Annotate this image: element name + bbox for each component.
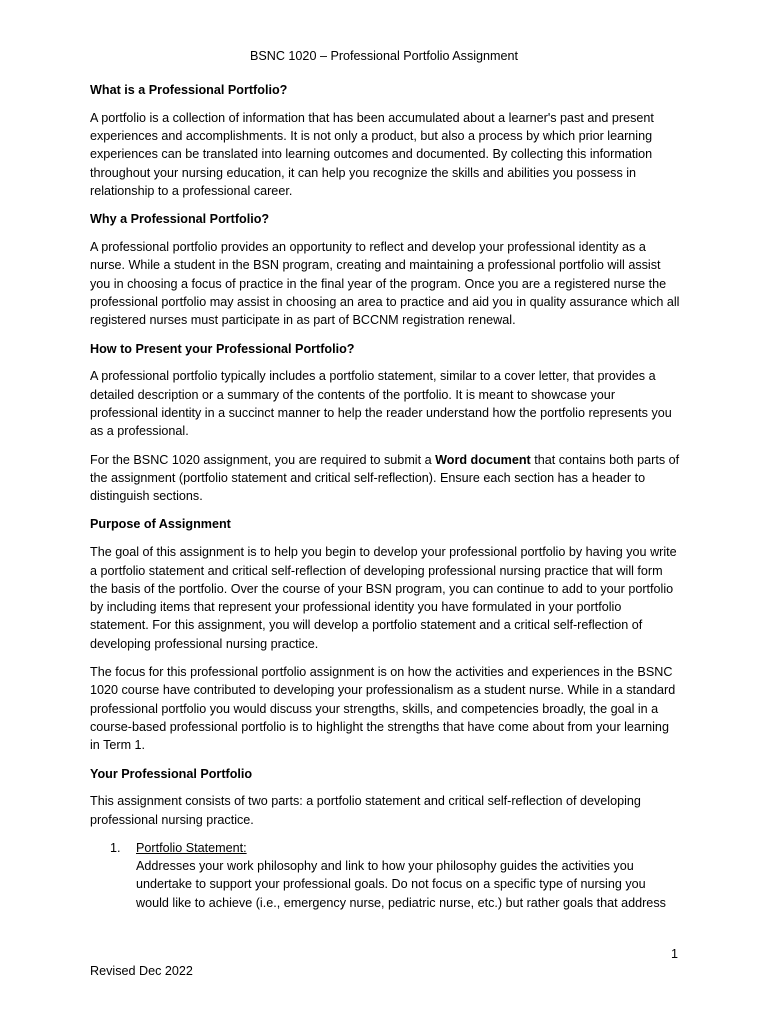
paragraph-how-to-present-1: A professional portfolio typically includes a portfolio statement, similar to a cover letter, that provides a detailed description or a summary of the contents of the portfolio. It is meant to showcase your professional identity in a succinct manner to help the reader understand how the portfolio represents you as a professional. <box>90 369 672 439</box>
paragraph-purpose-2: The focus for this professional portfolio assignment is on how the activities and experiences in the BSNC 1020 course have contributed to developing your professionalism as a student nurse. While in a standard professional portfolio you would discuss your strengths, skills, and competencies broadly, the goal in a course-based professional portfolio is to highlight the strengths that have come about from your learning in Term 1. <box>90 665 676 753</box>
paragraph-what-is-portfolio: A portfolio is a collection of information that has been accumulated about a learner's past and present experiences and accomplishments. It is not only a product, but also a process by which prior learning experiences can be translated into learning outcomes and documented. By collecting this information throughout your nursing education, it can help you recognize the skills and abilities you possess in relationship to a professional career. <box>90 110 654 198</box>
paragraph-purpose-1: The goal of this assignment is to help you begin to develop your professional portfolio by having you write a portfolio statement and critical self-reflection of developing professional nursing practice that will form the basis of the portfolio. Over the course of your BSN program, you can continue to add to your portfolio by including items that represent your professional identity you have formulated in your portfolio statement. For this assignment, you will develop a portfolio statement and a critical self-reflection of developing professional nursing practice. <box>90 545 677 651</box>
list-item <box>90 839 682 912</box>
paragraph-how-to-present-2 <box>90 451 682 506</box>
page-number: 1 <box>670 947 678 961</box>
heading-purpose: Purpose of Assignment <box>90 517 231 532</box>
paragraph-how-to-present-2-start: For the BSNC 1020 assignment, you are required to submit a <box>90 452 436 467</box>
paragraph-your-portfolio: This assignment consists of two parts: a portfolio statement and critical self-reflection of developing professional nursing practice. <box>90 794 641 827</box>
paragraph-why-portfolio: A professional portfolio provides an opportunity to reflect and develop your professional identity as a nurse. While a student in the BSN program, creating and maintaining a professional portfolio will assist you in choosing a focus of practice in the final year of the program. Once you are a registered nurse the professional portfolio may assist in choosing an area to practice and aid you in quality assurance which all registered nurses must participate in as part of BCCNM registration renewal. <box>90 240 680 328</box>
paragraph-how-to-present-2-end: that contains both parts of the assignment (portfolio statement and critical self-reflection). Ensure each section has a header to distinguish sections. <box>90 452 680 504</box>
footer-revision: Revised Dec 2022 <box>90 964 193 978</box>
list-item-title: Portfolio Statement: <box>136 840 247 855</box>
assignment-parts-list <box>90 839 682 912</box>
heading-how-to-present: How to Present your Professional Portfolio? <box>90 341 355 356</box>
document-title: BSNC 1020 – Professional Portfolio Assignment <box>249 49 519 63</box>
list-item-number: 1. <box>110 840 121 855</box>
document-body <box>90 81 682 912</box>
word-document-emphasis: Word document <box>435 452 531 467</box>
list-item-text: Addresses your work philosophy and link to how your philosophy guides the activities you undertake to support your professional goals. Do not focus on a specific type of nursing you would like to achieve (i.e., emergency nurse, pediatric nurse, etc.) but rather goals that address <box>136 859 666 910</box>
heading-what-is-portfolio: What is a Professional Portfolio? <box>90 83 288 97</box>
heading-why-portfolio: Why a Professional Portfolio? <box>90 212 270 227</box>
heading-your-portfolio: Your Professional Portfolio <box>90 766 253 781</box>
